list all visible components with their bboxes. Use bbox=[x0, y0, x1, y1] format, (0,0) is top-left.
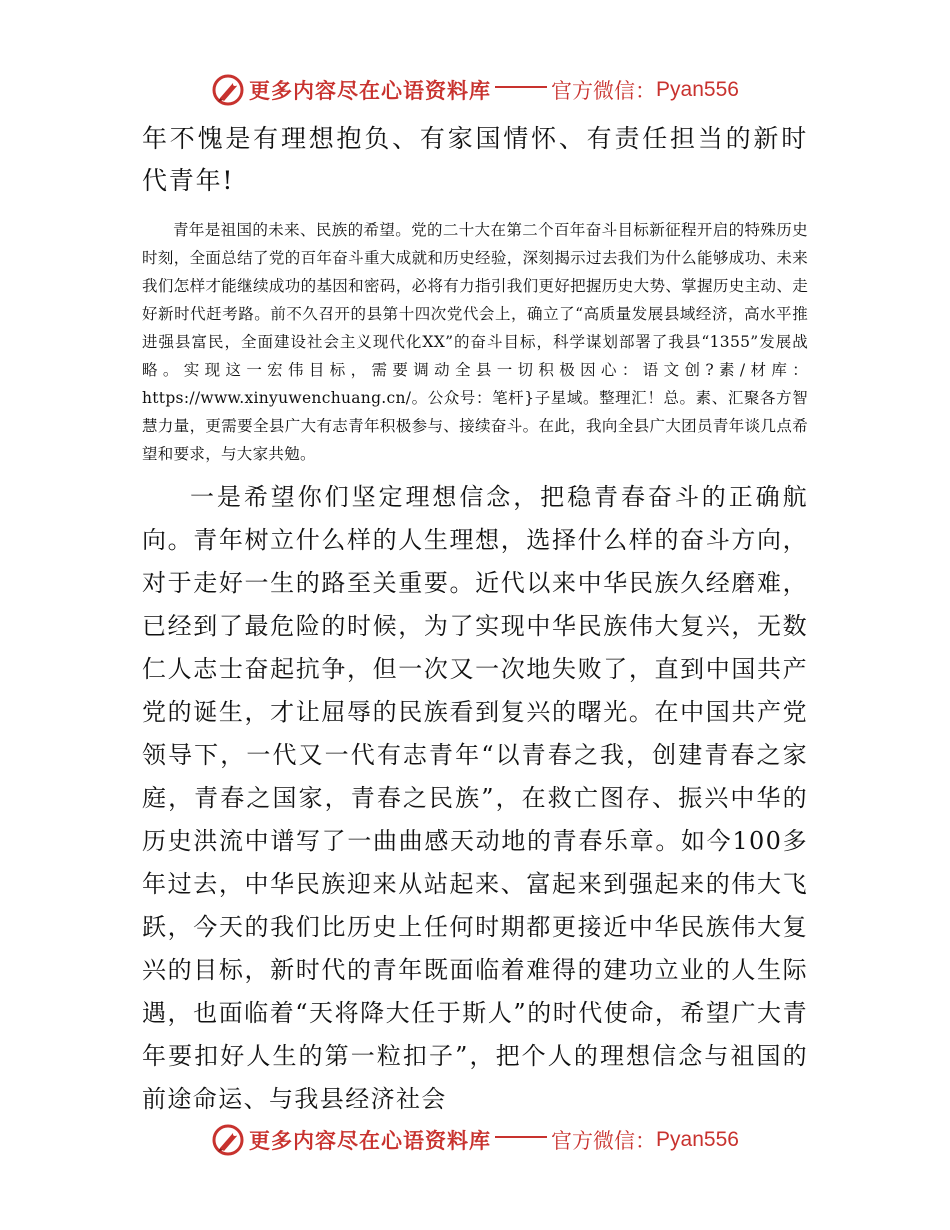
pen-logo-icon bbox=[211, 1123, 245, 1157]
intro-paragraph: 青年是祖国的未来、民族的希望。党的二十大在第二个百年奋斗目标新征程开启的特殊历史时刻，全面总结了党的百年奋斗重大成就和历史经验，深刻揭示过去我们为什么能够成功、未来我们怎样才能继续成功的基因和密码，必将有力指引我们更好把握历史大势、掌握历史主动、走好新时代赶考路。前不久召开的县第十四次党代会上，确立了“高质量发展县域经济，高水平推进强县富民，全面建设社会主义现代化XX”的奋斗目标，科学谋划部署了我县“1355”发展战略。实现这一宏伟目标，需要调动全县一切积极因心：语文创?素/材库：https://www.xinyuwenchuang.cn/。公众号：笔杆}子星域。整理汇！总。素、汇聚各方智慧力量，更需要全县广大有志青年积极参与、接续奋斗。在此，我向全县广大团员青年谈几点希望和要求，与大家共勉。 bbox=[142, 221, 808, 463]
banner-text: 更多内容尽在心语资料库 bbox=[249, 78, 492, 103]
banner-dash bbox=[495, 1136, 547, 1138]
footer-banner bbox=[0, 1120, 950, 1160]
header-banner bbox=[0, 70, 950, 110]
wechat-label: 官方微信： bbox=[551, 79, 657, 103]
lead-paragraph: 年不愧是有理想抱负、有家国情怀、有责任担当的新时代青年! bbox=[142, 124, 808, 195]
wechat-id: Pyan556 bbox=[656, 1128, 739, 1151]
banner-dash bbox=[495, 86, 547, 88]
main-paragraph: 一是希望你们坚定理想信念，把稳青春奋斗的正确航向。青年树立什么样的人生理想，选择什么样的奋斗方向，对于走好一生的路至关重要。近代以来中华民族久经磨难，已经到了最危险的时候，为了实现中华民族伟大复兴，无数仁人志士奋起抗争，但一次又一次地失败了，直到中国共产党的诞生，才让屈辱的民族看到复兴的曙光。在中国共产党领导下，一代又一代有志青年“以青春之我，创建青春之家庭，青春之国家，青春之民族”，在救亡图存、振兴中华的历史洪流中谱写了一曲曲感天动地的青春乐章。如今100多年过去，中华民族迎来从站起来、富起来到强起来的伟大飞跃，今天的我们比历史上任何时期都更接近中华民族伟大复兴的目标，新时代的青年既面临着难得的建功立业的人生际遇，也面临着“天将降大任于斯人”的时代使命，希望广大青年要扣好人生的第一粒扣子”，把个人的理想信念与祖国的前途命运、与我县经济社会 bbox=[142, 483, 808, 1113]
wechat-id: Pyan556 bbox=[656, 78, 739, 101]
wechat-label: 官方微信： bbox=[551, 1129, 657, 1153]
banner-text: 更多内容尽在心语资料库 bbox=[249, 1128, 492, 1153]
document-body bbox=[142, 118, 808, 1121]
pen-logo-icon bbox=[211, 73, 245, 107]
